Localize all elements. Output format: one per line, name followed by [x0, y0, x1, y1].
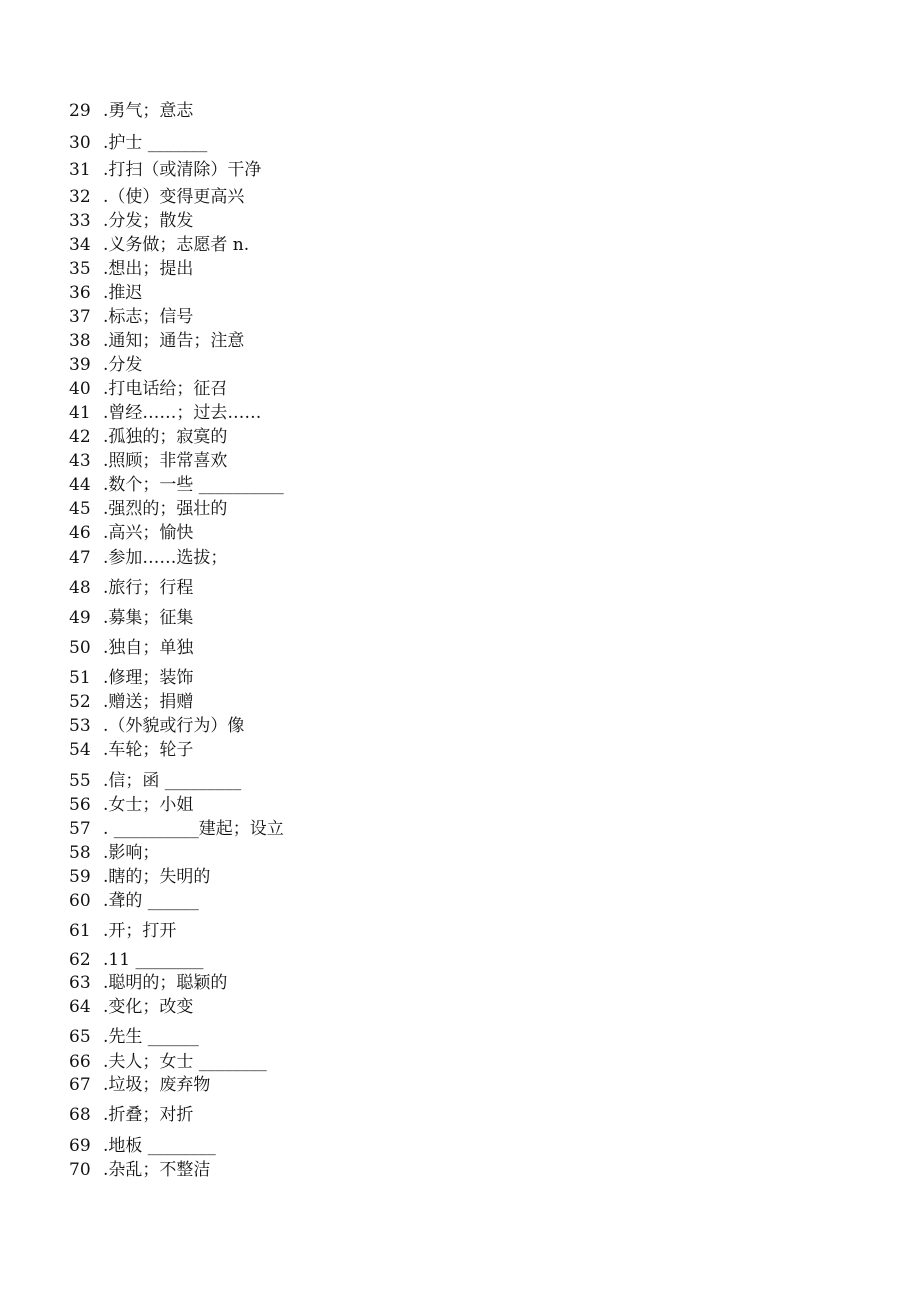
item-number: 64	[69, 997, 91, 1017]
vocab-item	[69, 1025, 199, 1049]
item-number: 65	[69, 1027, 91, 1047]
item-text: .聪明的；聪颖的	[103, 973, 228, 993]
item-number: 42	[69, 427, 91, 447]
item-text: .变化；改变	[103, 997, 194, 1017]
item-number: 50	[69, 638, 91, 658]
item-number: 43	[69, 451, 91, 471]
vocab-item	[69, 425, 227, 449]
vocab-item	[69, 889, 199, 913]
item-text: .分发；散发	[103, 211, 194, 231]
item-number: 53	[69, 716, 91, 736]
item-text: .女士；小姐	[103, 795, 194, 815]
item-text: .11 ________	[103, 950, 204, 970]
item-number: 29	[69, 101, 91, 121]
vocab-item	[69, 473, 284, 497]
item-number: 39	[69, 355, 91, 375]
vocab-item	[69, 1158, 210, 1182]
item-text: .地板 ________	[103, 1136, 216, 1156]
item-text: .（使）变得更高兴	[103, 187, 245, 207]
item-text: .强烈的；强壮的	[103, 499, 228, 519]
item-number: 32	[69, 187, 91, 207]
item-text: .分发	[103, 355, 143, 375]
item-number: 38	[69, 331, 91, 351]
item-number: 37	[69, 307, 91, 327]
item-text: .聋的 ______	[103, 891, 199, 911]
item-number: 57	[69, 819, 91, 839]
item-text: .募集；征集	[103, 608, 194, 628]
item-text: .勇气；意志	[103, 101, 194, 121]
item-text: .推迟	[103, 283, 143, 303]
item-text: .标志；信号	[103, 307, 194, 327]
item-text: .照顾；非常喜欢	[103, 451, 228, 471]
item-text: .想出；提出	[103, 259, 194, 279]
vocab-item	[69, 329, 244, 353]
item-number: 62	[69, 950, 91, 970]
vocab-item	[69, 131, 207, 155]
vocab-item	[69, 185, 244, 209]
item-text: .独自；单独	[103, 638, 194, 658]
item-number: 41	[69, 403, 91, 423]
vocab-item	[69, 919, 176, 943]
vocab-item	[69, 546, 227, 570]
item-number: 49	[69, 608, 91, 628]
item-number: 59	[69, 867, 91, 887]
vocab-item	[69, 769, 241, 793]
vocab-item	[69, 377, 227, 401]
item-text: .参加……选拔；	[103, 548, 228, 568]
item-number: 60	[69, 891, 91, 911]
vocab-item	[69, 1073, 210, 1097]
item-number: 51	[69, 668, 91, 688]
item-number: 35	[69, 259, 91, 279]
vocab-item	[69, 865, 210, 889]
item-text: .杂乱；不整洁	[103, 1160, 211, 1180]
vocab-item	[69, 99, 193, 123]
item-number: 40	[69, 379, 91, 399]
item-text: .修理；装饰	[103, 668, 194, 688]
vocab-item	[69, 401, 261, 425]
vocab-item	[69, 793, 193, 817]
vocab-item	[69, 714, 244, 738]
vocab-item	[69, 738, 193, 762]
item-text: .数个；一些 __________	[103, 475, 284, 495]
item-text: .曾经……；过去……	[103, 403, 262, 423]
vocab-item	[69, 690, 193, 714]
vocab-item	[69, 948, 203, 972]
vocab-item	[69, 636, 193, 660]
item-number: 69	[69, 1136, 91, 1156]
item-number: 63	[69, 973, 91, 993]
item-text: .孤独的；寂寞的	[103, 427, 228, 447]
vocab-item	[69, 995, 193, 1019]
item-text: .先生 ______	[103, 1027, 199, 1047]
item-text: .信；函 _________	[103, 771, 242, 791]
vocab-item	[69, 257, 193, 281]
item-number: 61	[69, 921, 91, 941]
vocab-item	[69, 971, 227, 995]
item-text: .赠送；捐赠	[103, 692, 194, 712]
item-text: .开；打开	[103, 921, 177, 941]
item-text: .打扫（或清除）干净	[103, 160, 262, 180]
item-number: 67	[69, 1075, 91, 1095]
item-number: 46	[69, 523, 91, 543]
item-text: . __________建起；设立	[103, 819, 284, 839]
vocab-item	[69, 841, 159, 865]
vocab-item	[69, 497, 227, 521]
item-number: 33	[69, 211, 91, 231]
item-number: 52	[69, 692, 91, 712]
item-text: .义务做；志愿者 n.	[103, 235, 250, 255]
item-text: .影响；	[103, 843, 160, 863]
item-number: 66	[69, 1052, 91, 1072]
item-number: 56	[69, 795, 91, 815]
item-number: 58	[69, 843, 91, 863]
item-text: .垃圾；废弃物	[103, 1075, 211, 1095]
vocab-item	[69, 576, 193, 600]
item-number: 68	[69, 1105, 91, 1125]
item-number: 48	[69, 578, 91, 598]
vocab-item	[69, 606, 193, 630]
vocab-item	[69, 209, 193, 233]
vocab-item	[69, 666, 193, 690]
vocab-item	[69, 233, 249, 257]
vocab-item	[69, 449, 227, 473]
item-number: 44	[69, 475, 91, 495]
item-text: .车轮；轮子	[103, 740, 194, 760]
vocab-item	[69, 281, 142, 305]
item-text: .高兴；愉快	[103, 523, 194, 543]
item-number: 30	[69, 133, 91, 153]
item-text: .夫人；女士 ________	[103, 1052, 267, 1072]
item-text: .打电话给；征召	[103, 379, 228, 399]
item-number: 47	[69, 548, 91, 568]
item-text: .护士 _______	[103, 133, 208, 153]
item-number: 70	[69, 1160, 91, 1180]
vocab-item	[69, 305, 193, 329]
item-text: .折叠；对折	[103, 1105, 194, 1125]
vocab-item	[69, 521, 193, 545]
item-number: 55	[69, 771, 91, 791]
vocab-item	[69, 817, 284, 841]
item-number: 31	[69, 160, 91, 180]
vocab-item	[69, 158, 261, 182]
vocab-item	[69, 1134, 216, 1158]
item-number: 34	[69, 235, 91, 255]
item-number: 36	[69, 283, 91, 303]
vocab-item	[69, 1103, 193, 1127]
item-text: .通知；通告；注意	[103, 331, 245, 351]
item-text: .（外貌或行为）像	[103, 716, 245, 736]
item-text: .瞎的；失明的	[103, 867, 211, 887]
item-text: .旅行；行程	[103, 578, 194, 598]
item-number: 54	[69, 740, 91, 760]
vocab-item	[69, 353, 142, 377]
item-number: 45	[69, 499, 91, 519]
vocab-item	[69, 1050, 267, 1074]
